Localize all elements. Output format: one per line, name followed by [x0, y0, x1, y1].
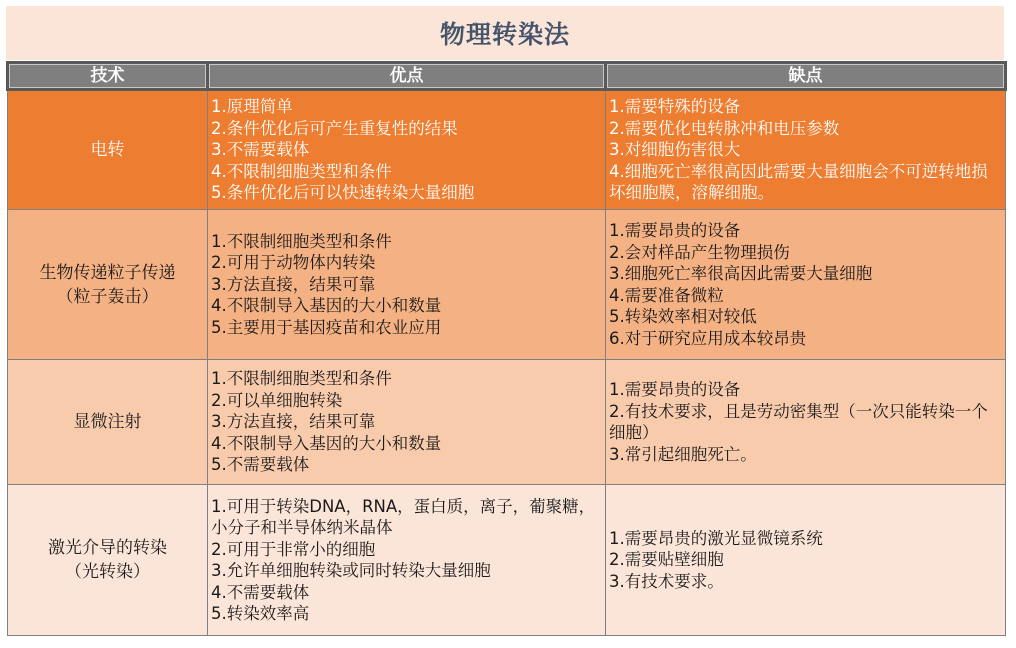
- technique-name: 激光介导的转染: [48, 538, 167, 558]
- list-item: 3.方法直接，结果可靠: [211, 274, 376, 294]
- table-row: [8, 360, 1006, 485]
- list-item: 1.需要昂贵的设备: [609, 221, 741, 240]
- list-item: 3.常引起细胞死亡。: [609, 444, 757, 464]
- list-item: 2.需要贴壁细胞: [609, 550, 724, 570]
- technique-cell: [8, 485, 208, 636]
- list-item: 3.有技术要求。: [609, 571, 724, 591]
- list-item: 6.对于研究应用成本较昂贵: [609, 328, 807, 348]
- list-item: 2.可用于动物体内转染: [211, 253, 376, 273]
- list-item: 4.细胞死亡率很高因此需要大量细胞会不可逆转地损坏细胞膜，溶解细胞。: [609, 161, 988, 203]
- list-item: 4.不限制导入基因的大小和数量: [211, 296, 442, 316]
- technique-name: 生物传递粒子传递: [39, 262, 176, 283]
- list-item: 1.不限制细胞类型和条件: [211, 369, 392, 389]
- list-item: 5.转染效率高: [211, 604, 310, 623]
- list-item: 5.不需要载体: [211, 455, 310, 475]
- comparison-table: [6, 61, 1007, 636]
- header-disadvantages: 缺点: [606, 63, 1006, 90]
- table-row: [8, 485, 1006, 636]
- list-item: 5.转染效率相对较低: [609, 307, 757, 326]
- list-item: 1.可用于转染DNA，RNA，蛋白质，离子，葡聚糖，小分子和半导体纳米晶体: [211, 496, 596, 537]
- technique-name: 显微注射: [73, 412, 142, 432]
- list-item: 1.需要昂贵的设备: [609, 380, 741, 399]
- list-item: 4.不限制导入基因的大小和数量: [211, 433, 442, 453]
- list-item: 2.需要优化电转脉冲和电压参数: [609, 118, 840, 138]
- advantages-cell: [208, 485, 606, 636]
- list-item: 2.条件优化后可产生重复性的结果: [211, 118, 458, 138]
- table-row: [8, 90, 1006, 210]
- list-item: 4.不需要载体: [211, 582, 310, 602]
- disadvantages-cell: [606, 210, 1006, 360]
- disadvantages-cell: [606, 360, 1006, 485]
- table-header-row: [8, 63, 1006, 90]
- page-title: 物理转染法: [6, 6, 1004, 60]
- advantages-cell: [208, 360, 606, 485]
- technique-cell: [8, 210, 208, 360]
- technique-alias: （粒子轰击）: [56, 286, 159, 307]
- list-item: 2.会对样品产生物理损伤: [609, 242, 790, 262]
- list-item: 2.有技术要求，且是劳动密集型（一次只能转染一个细胞）: [609, 401, 988, 442]
- list-item: 2.可用于非常小的细胞: [211, 539, 376, 559]
- table-row: [8, 210, 1006, 360]
- list-item: 3.允许单细胞转染或同时转染大量细胞: [211, 561, 491, 580]
- list-item: 2.可以单细胞转染: [211, 390, 343, 410]
- list-item: 3.对细胞伤害很大: [609, 140, 741, 160]
- list-item: 3.不需要载体: [211, 140, 310, 160]
- header-technique: 技术: [8, 63, 208, 90]
- technique-cell: [8, 90, 208, 210]
- list-item: 4.需要准备微粒: [609, 285, 724, 305]
- list-item: 1.不限制细胞类型和条件: [211, 231, 392, 251]
- list-item: 1.需要特殊的设备: [609, 97, 741, 117]
- technique-name: 电转: [90, 140, 125, 160]
- list-item: 3.细胞死亡率很高因此需要大量细胞: [609, 264, 873, 283]
- technique-alias: （光转染）: [65, 562, 150, 582]
- disadvantages-cell: [606, 90, 1006, 210]
- header-advantages: 优点: [208, 63, 606, 90]
- advantages-cell: [208, 210, 606, 360]
- list-item: 1.需要昂贵的激光显微镜系统: [609, 528, 823, 548]
- advantages-cell: [208, 90, 606, 210]
- list-item: 3.方法直接，结果可靠: [211, 412, 376, 432]
- disadvantages-cell: [606, 485, 1006, 636]
- list-item: 4.不限制细胞类型和条件: [211, 161, 392, 181]
- list-item: 1.原理简单: [211, 97, 293, 117]
- list-item: 5.条件优化后可以快速转染大量细胞: [211, 183, 475, 203]
- list-item: 5.主要用于基因疫苗和农业应用: [211, 317, 442, 337]
- technique-cell: [8, 360, 208, 485]
